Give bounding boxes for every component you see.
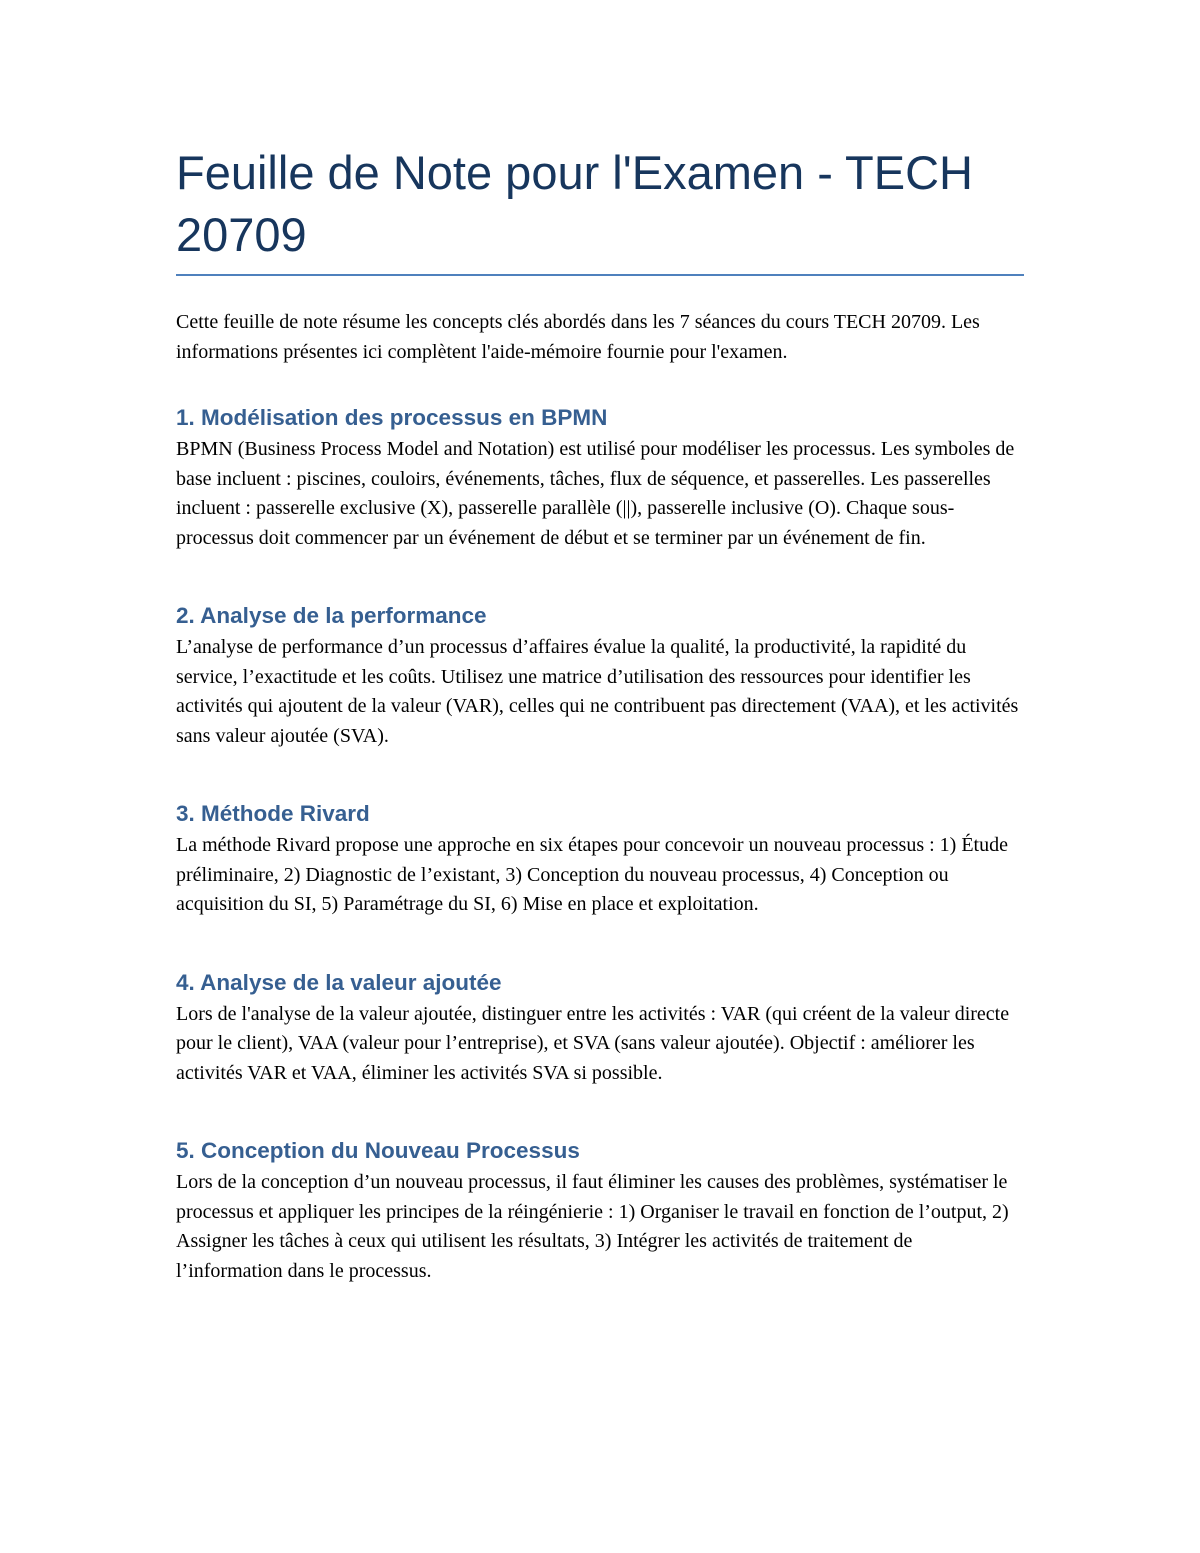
- section-body: BPMN (Business Process Model and Notation) est utilisé pour modéliser les processus. Les symboles de base incluent : piscines, couloirs, événements, tâches, flux de séquence, et passerelles. Les passerelles incluent : passerelle exclusive (X), passerelle parallèle (||), passerelle inclusive (O). Chaque sous-processus doit commencer par un événement de début et se terminer par un événement de fin.: [176, 438, 1015, 549]
- section-body: La méthode Rivard propose une approche en six étapes pour concevoir un nouveau processus : 1) Étude préliminaire, 2) Diagnostic de l’existant, 3) Conception du nouveau processus, 4) Conception ou acquisition du SI, 5) Paramétrage du SI, 6) Mise en place et exploitation.: [176, 834, 1008, 915]
- section-bpmn: [176, 403, 1024, 553]
- section-heading: 5. Conception du Nouveau Processus: [176, 1138, 580, 1163]
- section-performance: [176, 601, 1024, 751]
- section-heading: 2. Analyse de la performance: [176, 603, 487, 628]
- section-valeur-ajoutee: [176, 968, 1024, 1089]
- document-title: Feuille de Note pour l'Examen - TECH 20709: [176, 146, 974, 261]
- section-heading: 3. Méthode Rivard: [176, 801, 370, 826]
- section-nouveau-processus: [176, 1136, 1024, 1286]
- section-rivard: [176, 799, 1024, 920]
- section-heading: 4. Analyse de la valeur ajoutée: [176, 969, 502, 995]
- section-body: Lors de l'analyse de la valeur ajoutée, distinguer entre les activités : VAR (qui créent de la valeur directe pour le client), VAA (valeur pour l’entreprise), et SVA (sans valeur ajoutée). Objectif : améliorer les activités VAR et VAA, éliminer les activités SVA si possible.: [176, 1002, 1010, 1084]
- section-body: Lors de la conception d’un nouveau processus, il faut éliminer les causes des problèmes, systématiser le processus et appliquer les principes de la réingénierie : 1) Organiser le travail en fonction de l’output, 2) Assigner les tâches à ceux qui utilisent les résultats, 3) Intégrer les activités de traitement de l’information dans le processus.: [176, 1171, 1009, 1282]
- section-heading: 1. Modélisation des processus en BPMN: [176, 405, 608, 430]
- document-content: [176, 142, 1024, 1286]
- title-underline: [176, 274, 1024, 276]
- intro-paragraph: Cette feuille de note résume les concepts clés abordés dans les 7 séances du cours TECH 20709. Les informations présentes ici complètent l'aide-mémoire fournie pour l'examen.: [176, 311, 980, 363]
- section-body: L’analyse de performance d’un processus d’affaires évalue la qualité, la productivité, la rapidité du service, l’exactitude et les coûts. Utilisez une matrice d’utilisation des ressources pour identifier les activités qui ajoutent de la valeur (VAR), celles qui ne contribuent pas directement (VAA), et les activités sans valeur ajoutée (SVA).: [176, 636, 1019, 747]
